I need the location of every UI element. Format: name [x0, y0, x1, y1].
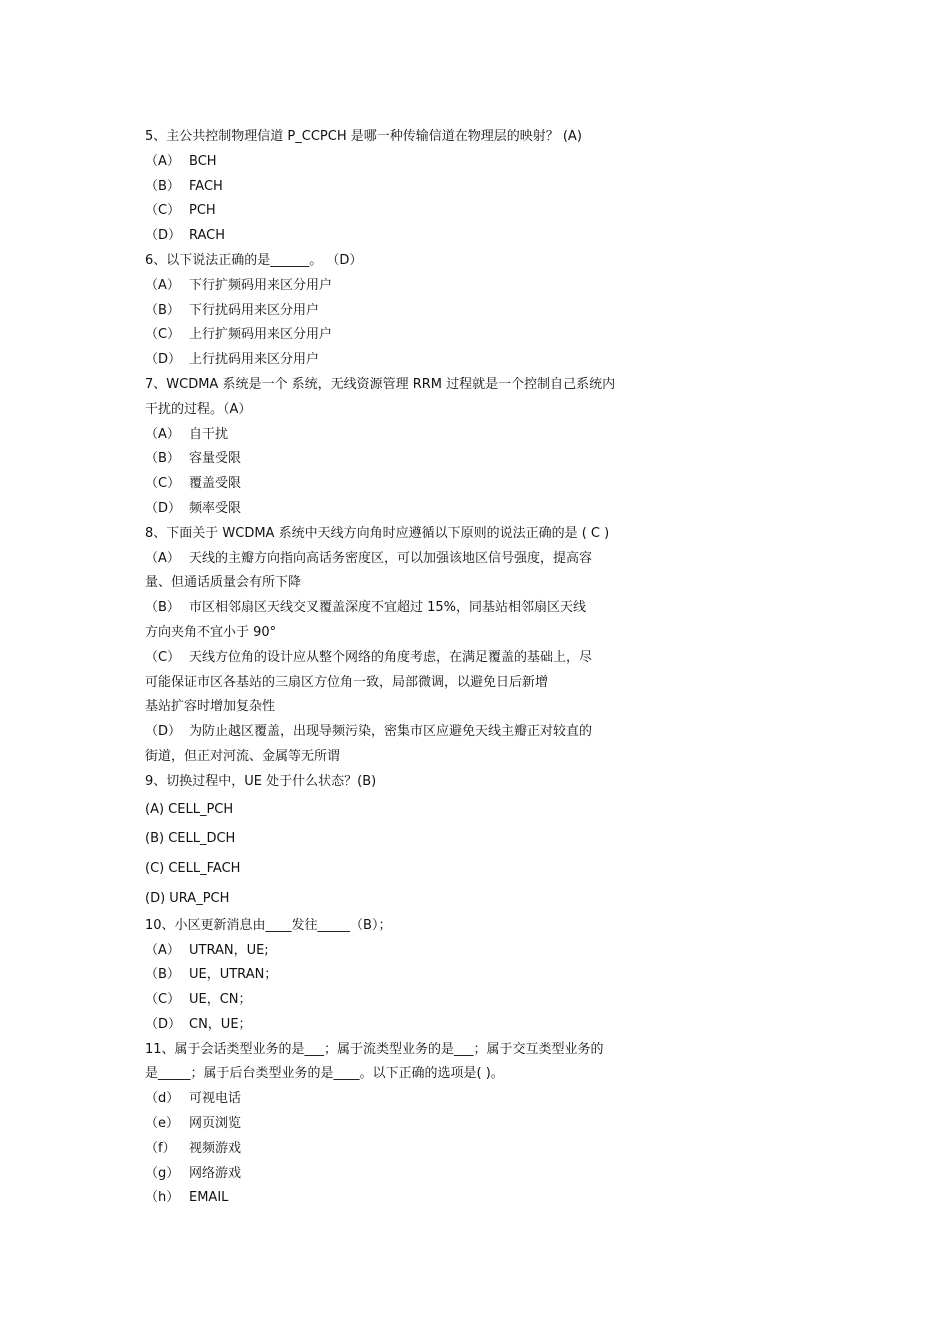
q10-option-d — [145, 1013, 705, 1038]
q6-option-c — [145, 323, 705, 348]
option-text: 自干扰 — [189, 426, 229, 442]
q5-option-d — [145, 224, 705, 249]
option-text: BCH — [189, 153, 217, 169]
option-label: （A） — [145, 550, 180, 566]
option-label: （D） — [145, 500, 182, 516]
option-text: UE，UTRAN； — [189, 967, 278, 983]
option-text: 为防止越区覆盖，出现导频污染，密集市区应避免天线主瓣正对较直的 — [189, 724, 593, 740]
option-text: 视频游戏 — [189, 1140, 242, 1156]
option-text: 覆盖受限 — [189, 476, 242, 492]
option-text: FACH — [189, 178, 223, 194]
q8-option-b-cont: 方向夹角不宜小于 90° — [145, 624, 277, 640]
option-text: 上行扩频码用来区分用户 — [189, 327, 333, 343]
option-label: （A） — [145, 426, 180, 442]
q7-option-b — [145, 447, 705, 472]
option-text: 下行扩频码用来区分用户 — [189, 277, 333, 293]
option-text: 上行扰码用来区分用户 — [189, 352, 320, 368]
q6-stem: 6、以下说法正确的是______。 （D） — [145, 252, 363, 268]
option-text: 天线的主瓣方向指向高话务密度区，可以加强该地区信号强度，提高容 — [189, 550, 593, 566]
q10-stem: 10、小区更新消息由____发往_____（B）； — [145, 917, 392, 933]
option-label: （C） — [145, 649, 181, 665]
q11-option-d — [145, 1087, 705, 1112]
option-label: （g） — [145, 1165, 180, 1181]
q8-option-d-cont: 街道，但正对河流、金属等无所谓 — [145, 748, 341, 764]
option-text: RACH — [189, 228, 226, 244]
option-text: 市区相邻扇区天线交叉覆盖深度不宜超过 15%，同基站相邻扇区天线 — [189, 600, 587, 616]
q6-option-a — [145, 274, 705, 299]
option-label: （B） — [145, 178, 180, 194]
option-label: （A） — [145, 942, 180, 958]
option-text: PCH — [189, 203, 216, 219]
q11-stem-line-2: 是_____；属于后台类型业务的是____。以下正确的选项是( )。 — [145, 1066, 504, 1082]
q9-option-b: (B) CELL_DCH — [145, 831, 236, 847]
option-label: （D） — [145, 724, 182, 740]
option-label: （B） — [145, 451, 180, 467]
q10-option-b — [145, 963, 705, 988]
option-text: UE，CN； — [189, 992, 252, 1008]
option-label: （d） — [145, 1091, 180, 1107]
q11-option-h — [145, 1186, 705, 1211]
q10-option-c — [145, 988, 705, 1013]
q8-option-a — [145, 547, 705, 572]
q5-stem: 5、主公共控制物理信道 P_CCPCH 是哪一种传输信道在物理层的映射？ (A) — [145, 129, 582, 144]
q8-option-a-cont: 量、但通话质量会有所下降 — [145, 575, 302, 591]
q5-option-b — [145, 175, 705, 200]
q11-option-g — [145, 1162, 705, 1187]
option-text: 可视电话 — [189, 1091, 242, 1107]
option-label: （e） — [145, 1116, 179, 1132]
q8-option-b — [145, 596, 705, 621]
q7-stem-line-2: 干扰的过程。（A） — [145, 401, 252, 417]
q7-option-a — [145, 423, 705, 448]
option-text: 容量受限 — [189, 451, 242, 467]
option-label: （D） — [145, 1016, 182, 1032]
q11-option-f — [145, 1137, 705, 1162]
q8-option-c-cont-1: 可能保证市区各基站的三扇区方位角一致，局部微调，以避免日后新增 — [145, 674, 549, 690]
option-text: 下行扰码用来区分用户 — [189, 302, 320, 318]
q9-option-a: (A) CELL_PCH — [145, 801, 234, 817]
question-list — [145, 125, 705, 1211]
option-text: EMAIL — [189, 1190, 229, 1206]
option-text: CN，UE； — [189, 1016, 252, 1032]
option-label: （A） — [145, 277, 180, 293]
q11-stem-line-1: 11、属于会话类型业务的是___；属于流类型业务的是___；属于交互类型业务的 — [145, 1041, 604, 1057]
q8-stem: 8、下面关于 WCDMA 系统中天线方向角时应遵循以下原则的说法正确的是 ( C ) — [145, 525, 610, 541]
option-label: （A） — [145, 153, 180, 169]
option-label: （C） — [145, 992, 181, 1008]
option-text: 网络游戏 — [189, 1165, 242, 1181]
q11-option-e — [145, 1112, 705, 1137]
option-label: （C） — [145, 327, 181, 343]
q9-option-c: (C) CELL_FACH — [145, 861, 241, 877]
q7-stem-line-1: 7、WCDMA 系统是一个 系统，无线资源管理 RRM 过程就是一个控制自己系统内 — [145, 376, 616, 392]
option-label: （D） — [145, 352, 182, 368]
option-label: （B） — [145, 600, 180, 616]
q5-option-a — [145, 150, 705, 175]
option-label: （B） — [145, 302, 180, 318]
q8-option-d — [145, 720, 705, 745]
q5-option-c — [145, 199, 705, 224]
option-text: 频率受限 — [189, 500, 242, 516]
q6-option-d — [145, 348, 705, 373]
q9-option-d: (D) URA_PCH — [145, 890, 230, 906]
q8-option-c — [145, 646, 705, 671]
option-label: （f） — [145, 1140, 176, 1156]
q9-stem: 9、切换过程中，UE 处于什么状态？(B) — [145, 773, 377, 789]
option-label: （D） — [145, 228, 182, 244]
option-label: （h） — [145, 1190, 180, 1206]
option-text: 网页浏览 — [189, 1116, 242, 1132]
q10-option-a — [145, 939, 705, 964]
q7-option-c — [145, 472, 705, 497]
option-label: （C） — [145, 203, 181, 219]
option-label: （B） — [145, 967, 180, 983]
option-label: （C） — [145, 476, 181, 492]
q6-option-b — [145, 299, 705, 324]
q7-option-d — [145, 497, 705, 522]
option-text: 天线方位角的设计应从整个网络的角度考虑，在满足覆盖的基础上，尽 — [189, 649, 593, 665]
option-text: UTRAN，UE; — [189, 942, 269, 958]
q8-option-c-cont-2: 基站扩容时增加复杂性 — [145, 699, 276, 715]
